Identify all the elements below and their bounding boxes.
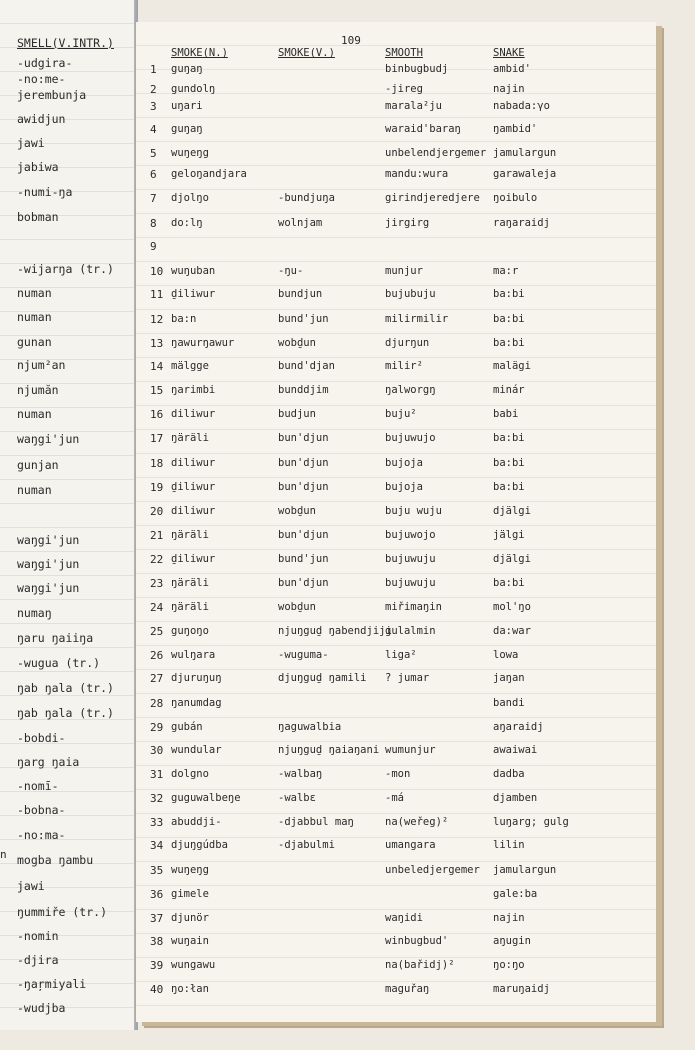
row-number: 12 xyxy=(150,313,164,326)
smooth-cell: -má xyxy=(385,792,404,804)
snake-cell: awaiwai xyxy=(493,744,538,756)
left-entry: -wudjba xyxy=(17,1001,66,1015)
snake-cell: ba:bi xyxy=(493,313,525,325)
smoke-noun-cell: ŋawurŋawur xyxy=(171,337,235,349)
smoke-noun-cell: ŋäräli xyxy=(171,577,209,589)
table-row xyxy=(136,959,656,979)
row-number: 15 xyxy=(150,384,164,397)
table-row xyxy=(136,337,656,357)
table-row xyxy=(136,63,656,83)
left-heading: SMELL(V.INTR.) xyxy=(17,36,114,50)
snake-cell: aŋaraidj xyxy=(493,721,544,733)
smooth-cell: bujuwuju xyxy=(385,553,436,565)
smooth-cell: maguřaŋ xyxy=(385,983,430,995)
snake-cell: ba:bi xyxy=(493,288,525,300)
smooth-cell: waraid'baraŋ xyxy=(385,123,461,135)
smooth-cell: munjur xyxy=(385,265,423,277)
snake-cell: dadba xyxy=(493,768,525,780)
left-entry: -no:ma- xyxy=(17,828,66,842)
left-entry: jerembunja xyxy=(17,88,87,102)
table-row xyxy=(136,625,656,645)
left-entry: njum²an xyxy=(17,358,66,372)
table-row xyxy=(136,768,656,788)
left-entry: numaŋ xyxy=(17,606,52,620)
smooth-cell: binbugbudj xyxy=(385,63,449,75)
smoke-noun-cell: mälgge xyxy=(171,360,209,372)
left-entry: bobman xyxy=(17,210,59,224)
row-number: 7 xyxy=(150,192,157,205)
smoke-noun-cell: djuŋgúdba xyxy=(171,839,228,851)
table-row xyxy=(136,577,656,597)
smoke-verb-cell: wolnjam xyxy=(278,217,323,229)
smoke-noun-cell: wuŋain xyxy=(171,935,209,947)
row-number: 8 xyxy=(150,217,157,230)
smoke-verb-cell: bund'djan xyxy=(278,360,335,372)
snake-cell: lilin xyxy=(493,839,525,851)
snake-cell: bandi xyxy=(493,697,525,709)
snake-cell: lowa xyxy=(493,649,519,661)
smoke-noun-cell: wuŋuban xyxy=(171,265,216,277)
snake-cell: najin xyxy=(493,912,525,924)
snake-cell: da:war xyxy=(493,625,531,637)
smoke-noun-cell: ŋäräli xyxy=(171,529,209,541)
row-number: 37 xyxy=(150,912,164,925)
table-row xyxy=(136,505,656,525)
snake-cell: maruŋaidj xyxy=(493,983,550,995)
row-number: 16 xyxy=(150,408,164,421)
row-number: 25 xyxy=(150,625,164,638)
page-number: 109 xyxy=(341,34,361,47)
table-row xyxy=(136,553,656,573)
snake-cell: ŋoibulo xyxy=(493,192,538,204)
smooth-cell: jirgirg xyxy=(385,217,430,229)
smoke-verb-cell: -walbaŋ xyxy=(278,768,323,780)
smoke-verb-cell: -walbɛ xyxy=(278,792,316,804)
left-margin-note: n xyxy=(0,848,7,861)
left-entry: ŋaru ŋaiiŋa xyxy=(17,631,94,645)
table-row xyxy=(136,529,656,549)
smoke-noun-cell: geloŋandjara xyxy=(171,168,247,180)
row-number: 29 xyxy=(150,721,164,734)
table-row xyxy=(136,672,656,692)
smoke-noun-cell: djunör xyxy=(171,912,209,924)
snake-cell: babi xyxy=(493,408,519,420)
smoke-noun-cell: ŋarimbi xyxy=(171,384,216,396)
smoke-noun-cell: djuruŋuŋ xyxy=(171,672,222,684)
smooth-cell: miřimaŋin xyxy=(385,601,442,613)
smoke-noun-cell: abuddji- xyxy=(171,816,222,828)
row-number: 10 xyxy=(150,265,164,278)
smooth-cell: waŋidi xyxy=(385,912,423,924)
snake-cell: ba:bi xyxy=(493,577,525,589)
table-row xyxy=(136,432,656,452)
left-entry: ŋummiře (tr.) xyxy=(17,905,108,919)
smooth-cell: unbelendjergemer xyxy=(385,147,487,159)
left-entry: ŋab ŋala (tr.) xyxy=(17,681,114,695)
table-row xyxy=(136,481,656,501)
smooth-cell: ŋalworgŋ xyxy=(385,384,436,396)
left-entry: jawi xyxy=(17,879,45,893)
table-row xyxy=(136,408,656,428)
table-row xyxy=(136,384,656,404)
smooth-cell: ? jumar xyxy=(385,672,430,684)
left-entry: -nomin xyxy=(17,929,59,943)
smooth-cell: na(bařidj)² xyxy=(385,959,455,971)
left-entry: njumăn xyxy=(17,383,59,397)
smoke-noun-cell: wuŋeŋg xyxy=(171,864,209,876)
row-number: 13 xyxy=(150,337,164,350)
smoke-verb-cell: -djabbul maŋ xyxy=(278,816,354,828)
smoke-verb-cell: njuŋguḏ ŋabendjiji xyxy=(278,625,392,637)
row-number: 24 xyxy=(150,601,164,614)
table-row xyxy=(136,457,656,477)
row-number: 19 xyxy=(150,481,164,494)
left-entry: -ŋaŗmiyali xyxy=(17,977,87,991)
smoke-noun-cell: ḏiliwur xyxy=(171,481,216,493)
table-row xyxy=(136,649,656,669)
smoke-noun-cell: do:lŋ xyxy=(171,217,203,229)
table-row xyxy=(136,123,656,143)
left-entry: gunan xyxy=(17,335,52,349)
smoke-noun-cell: uŋari xyxy=(171,100,203,112)
left-entry: ŋab ŋala (tr.) xyxy=(17,706,114,720)
left-entry: -djira xyxy=(17,953,59,967)
row-number: 11 xyxy=(150,288,164,301)
smoke-verb-cell: budjun xyxy=(278,408,316,420)
smoke-noun-cell: djolŋo xyxy=(171,192,209,204)
smoke-noun-cell: diliwur xyxy=(171,505,216,517)
snake-cell: gale:ba xyxy=(493,888,538,900)
smoke-verb-cell: djuŋguḏ ŋamili xyxy=(278,672,367,684)
snake-cell: nabada:γo xyxy=(493,100,550,112)
table-row xyxy=(136,721,656,741)
snake-cell: mol'ŋo xyxy=(493,601,531,613)
smooth-cell: milir² xyxy=(385,360,423,372)
smoke-noun-cell: guŋaŋ xyxy=(171,123,203,135)
left-entry: jawi xyxy=(17,136,45,150)
row-number: 32 xyxy=(150,792,164,805)
smoke-verb-cell: wobḏun xyxy=(278,601,316,613)
smooth-cell: buju² xyxy=(385,408,417,420)
smoke-noun-cell: dolgno xyxy=(171,768,209,780)
smooth-cell: liga² xyxy=(385,649,417,661)
left-entry: -wugua (tr.) xyxy=(17,656,101,670)
column-header-smoke-verb: SMOKE(V.) xyxy=(278,47,335,59)
smooth-cell: milirmilir xyxy=(385,313,449,325)
smoke-noun-cell: guŋaŋ xyxy=(171,63,203,75)
row-number: 5 xyxy=(150,147,157,160)
row-number: 23 xyxy=(150,577,164,590)
snake-cell: luŋarg; gulg xyxy=(493,816,569,828)
smoke-noun-cell: ŋo:łan xyxy=(171,983,209,995)
smoke-noun-cell: gimele xyxy=(171,888,209,900)
left-entry: -no:me- xyxy=(17,72,66,86)
smooth-cell: bujuwojo xyxy=(385,529,436,541)
smoke-noun-cell: ŋäräli xyxy=(171,432,209,444)
snake-cell: djälgi xyxy=(493,505,531,517)
snake-cell: ba:bi xyxy=(493,481,525,493)
row-number: 36 xyxy=(150,888,164,901)
snake-cell: jälgi xyxy=(493,529,525,541)
left-entry: jabiwa xyxy=(17,160,59,174)
smooth-cell: wumunjur xyxy=(385,744,436,756)
row-number: 2 xyxy=(150,83,157,96)
left-entry: waŋgi'jun xyxy=(17,581,80,595)
smooth-cell: unbeledjergemer xyxy=(385,864,480,876)
smoke-verb-cell: ŋaguwalbia xyxy=(278,721,342,733)
smoke-verb-cell: njuŋguḏ ŋaiaŋani xyxy=(278,744,380,756)
smooth-cell: bujoja xyxy=(385,457,423,469)
left-entry: waŋgi'jun xyxy=(17,533,80,547)
snake-cell: ŋambid' xyxy=(493,123,538,135)
row-number: 39 xyxy=(150,959,164,972)
row-number: 22 xyxy=(150,553,164,566)
smoke-noun-cell: ŋanumdag xyxy=(171,697,222,709)
row-number: 14 xyxy=(150,360,164,373)
column-header-smooth: SMOOTH xyxy=(385,47,423,59)
smoke-verb-cell: bun'djun xyxy=(278,577,329,589)
left-entry: awidjun xyxy=(17,112,66,126)
left-entry: -bobna- xyxy=(17,803,66,817)
left-entry: -udgira- xyxy=(17,56,73,70)
smooth-cell: -mon xyxy=(385,768,411,780)
table-row xyxy=(136,839,656,859)
left-entry: ŋarg ŋaia xyxy=(17,755,80,769)
snake-cell: ma:r xyxy=(493,265,519,277)
snake-cell: garawaleja xyxy=(493,168,557,180)
left-entry: gunjan xyxy=(17,458,59,472)
table-row xyxy=(136,864,656,884)
smooth-cell: bujuwujo xyxy=(385,432,436,444)
row-number: 33 xyxy=(150,816,164,829)
row-number: 21 xyxy=(150,529,164,542)
smoke-noun-cell: guguwalbeŋe xyxy=(171,792,241,804)
table-row xyxy=(136,816,656,836)
table-row xyxy=(136,983,656,1003)
smoke-noun-cell: wungawu xyxy=(171,959,216,971)
table-row xyxy=(136,192,656,212)
table-row xyxy=(136,912,656,932)
row-number: 40 xyxy=(150,983,164,996)
smoke-verb-cell: bund'jun xyxy=(278,553,329,565)
row-number: 3 xyxy=(150,100,157,113)
smooth-cell: bujuwuju xyxy=(385,577,436,589)
smooth-cell: -jireg xyxy=(385,83,423,95)
row-number: 26 xyxy=(150,649,164,662)
row-number: 34 xyxy=(150,839,164,852)
smooth-cell: bujoja xyxy=(385,481,423,493)
left-entry: numan xyxy=(17,407,52,421)
row-number: 28 xyxy=(150,697,164,710)
table-row xyxy=(136,792,656,812)
smooth-cell: djurŋun xyxy=(385,337,430,349)
smoke-verb-cell: wobḏun xyxy=(278,337,316,349)
snake-cell: ŋo:ŋo xyxy=(493,959,525,971)
table-row xyxy=(136,168,656,188)
smoke-verb-cell: -bundjuŋa xyxy=(278,192,335,204)
smoke-verb-cell: wobḏun xyxy=(278,505,316,517)
left-entry: -bobdi- xyxy=(17,731,66,745)
row-number: 17 xyxy=(150,432,164,445)
row-number: 1 xyxy=(150,63,157,76)
row-number: 31 xyxy=(150,768,164,781)
smoke-noun-cell: wulŋara xyxy=(171,649,216,661)
left-entry: -numi-ŋa xyxy=(17,185,73,199)
smooth-cell: buju wuju xyxy=(385,505,442,517)
snake-cell: ba:bi xyxy=(493,337,525,349)
table-row xyxy=(136,601,656,621)
table-row xyxy=(136,147,656,167)
smoke-noun-cell: gundolŋ xyxy=(171,83,216,95)
smooth-cell: marala²ju xyxy=(385,100,442,112)
smoke-verb-cell: bun'djun xyxy=(278,481,329,493)
column-header-snake: SNAKE xyxy=(493,47,525,59)
row-number: 20 xyxy=(150,505,164,518)
snake-cell: raŋaraidj xyxy=(493,217,550,229)
snake-cell: ba:bi xyxy=(493,457,525,469)
left-entry: numan xyxy=(17,286,52,300)
smoke-verb-cell: bund'jun xyxy=(278,313,329,325)
smoke-verb-cell: -ŋu- xyxy=(278,265,304,277)
snake-cell: aŋugin xyxy=(493,935,531,947)
smooth-cell: girindjeredjere xyxy=(385,192,480,204)
table-row xyxy=(136,935,656,955)
snake-cell: malägi xyxy=(493,360,531,372)
left-entry: -wijarŋa (tr.) xyxy=(17,262,114,276)
snake-cell: ba:bi xyxy=(493,432,525,444)
table-row xyxy=(136,288,656,308)
left-page xyxy=(0,0,136,1030)
smoke-noun-cell: wundular xyxy=(171,744,222,756)
row-number: 6 xyxy=(150,168,157,181)
row-number: 18 xyxy=(150,457,164,470)
left-entry: numan xyxy=(17,310,52,324)
smoke-noun-cell: diliwur xyxy=(171,457,216,469)
snake-cell: jaŋan xyxy=(493,672,525,684)
snake-cell: djamben xyxy=(493,792,538,804)
smoke-verb-cell: bunddjim xyxy=(278,384,329,396)
smooth-cell: winbugbud' xyxy=(385,935,449,947)
left-entry: -nomī- xyxy=(17,779,59,793)
snake-cell: djälgi xyxy=(493,553,531,565)
table-row xyxy=(136,217,656,237)
smoke-noun-cell: ba:n xyxy=(171,313,197,325)
smoke-noun-cell: diliwur xyxy=(171,408,216,420)
left-entry: waŋgi'jun xyxy=(17,432,80,446)
left-entry: waŋgi'jun xyxy=(17,557,80,571)
table-row xyxy=(136,100,656,120)
row-number: 4 xyxy=(150,123,157,136)
table-row xyxy=(136,888,656,908)
smoke-verb-cell: -djabulmi xyxy=(278,839,335,851)
smoke-verb-cell: bun'djun xyxy=(278,432,329,444)
table-row xyxy=(136,744,656,764)
smoke-noun-cell: ŋäräli xyxy=(171,601,209,613)
snake-cell: ambid' xyxy=(493,63,531,75)
smooth-cell: na(weřeg)² xyxy=(385,816,449,828)
row-number: 27 xyxy=(150,672,164,685)
row-number: 38 xyxy=(150,935,164,948)
smoke-verb-cell: bundjun xyxy=(278,288,323,300)
smooth-cell: gulalmin xyxy=(385,625,436,637)
row-number: 9 xyxy=(150,240,157,253)
smoke-noun-cell: gubán xyxy=(171,721,203,733)
right-page xyxy=(136,22,656,1022)
snake-cell: najin xyxy=(493,83,525,95)
smooth-cell: bujubuju xyxy=(385,288,436,300)
smoke-verb-cell: bun'djun xyxy=(278,457,329,469)
snake-cell: jamulargun xyxy=(493,147,557,159)
table-row xyxy=(136,265,656,285)
table-row xyxy=(136,697,656,717)
snake-cell: minár xyxy=(493,384,525,396)
left-entry: numan xyxy=(17,483,52,497)
smoke-verb-cell: bun'djun xyxy=(278,529,329,541)
row-number: 35 xyxy=(150,864,164,877)
column-header-smoke-noun: SMOKE(N.) xyxy=(171,47,228,59)
smoke-noun-cell: wuŋeŋg xyxy=(171,147,209,159)
table-row xyxy=(136,240,656,260)
table-row xyxy=(136,360,656,380)
smoke-verb-cell: -wuguma- xyxy=(278,649,329,661)
smooth-cell: umangara xyxy=(385,839,436,851)
smoke-noun-cell: ḏiliwur xyxy=(171,288,216,300)
smoke-noun-cell: guŋoŋo xyxy=(171,625,209,637)
snake-cell: jamulargun xyxy=(493,864,557,876)
smooth-cell: mandu:wura xyxy=(385,168,449,180)
smoke-noun-cell: ḏiliwur xyxy=(171,553,216,565)
table-row xyxy=(136,313,656,333)
row-number: 30 xyxy=(150,744,164,757)
left-entry: mogba ŋambu xyxy=(17,853,94,867)
